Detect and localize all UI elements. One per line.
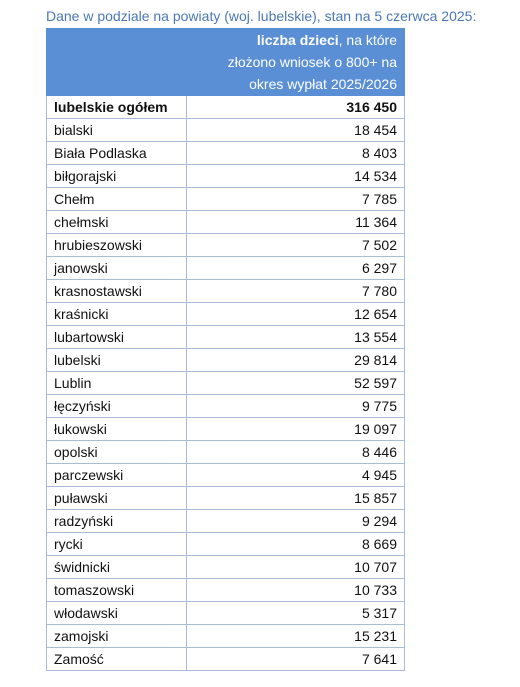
district-name-cell: krasnostawski (47, 280, 187, 303)
district-name-cell: janowski (47, 257, 187, 280)
total-name-cell: lubelskie ogółem (47, 96, 187, 119)
district-value-cell: 7 641 (187, 648, 405, 671)
district-value-cell: 52 597 (187, 372, 405, 395)
district-name-cell: chełmski (47, 211, 187, 234)
table-row (47, 533, 405, 556)
district-value-cell: 8 446 (187, 441, 405, 464)
table-row (47, 464, 405, 487)
district-name-cell: Chełm (47, 188, 187, 211)
table-row (47, 510, 405, 533)
district-name-cell: bialski (47, 119, 187, 142)
table-row (47, 625, 405, 648)
district-name-cell: świdnicki (47, 556, 187, 579)
district-value-cell: 14 534 (187, 165, 405, 188)
table-row (47, 188, 405, 211)
table-row (47, 579, 405, 602)
district-name-cell: hrubieszowski (47, 234, 187, 257)
table-row (47, 395, 405, 418)
district-name-cell: lubartowski (47, 326, 187, 349)
header-line-1 (191, 29, 397, 51)
district-name-cell: Lublin (47, 372, 187, 395)
table-row (47, 257, 405, 280)
header-empty-cell (47, 29, 187, 96)
district-value-cell: 13 554 (187, 326, 405, 349)
table-row (47, 280, 405, 303)
district-value-cell: 11 364 (187, 211, 405, 234)
header-text-1: , na które (338, 32, 397, 48)
table-row (47, 142, 405, 165)
district-name-cell: zamojski (47, 625, 187, 648)
district-name-cell: łęczyński (47, 395, 187, 418)
table-row (47, 119, 405, 142)
district-name-cell: biłgorajski (47, 165, 187, 188)
district-name-cell: radzyński (47, 510, 187, 533)
total-row (47, 96, 405, 119)
district-value-cell: 5 317 (187, 602, 405, 625)
district-value-cell: 7 785 (187, 188, 405, 211)
table-row (47, 349, 405, 372)
district-value-cell: 12 654 (187, 303, 405, 326)
children-count-table (46, 28, 405, 671)
table-row (47, 602, 405, 625)
district-value-cell: 19 097 (187, 418, 405, 441)
district-name-cell: rycki (47, 533, 187, 556)
district-value-cell: 6 297 (187, 257, 405, 280)
district-value-cell: 29 814 (187, 349, 405, 372)
district-name-cell: łukowski (47, 418, 187, 441)
table-row (47, 303, 405, 326)
district-name-cell: kraśnicki (47, 303, 187, 326)
header-line-2: złożono wniosek o 800+ na (227, 54, 397, 70)
district-name-cell: tomaszowski (47, 579, 187, 602)
district-value-cell: 15 857 (187, 487, 405, 510)
district-value-cell: 10 733 (187, 579, 405, 602)
district-value-cell: 9 294 (187, 510, 405, 533)
district-name-cell: Biała Podlaska (47, 142, 187, 165)
district-value-cell: 18 454 (187, 119, 405, 142)
district-value-cell: 15 231 (187, 625, 405, 648)
table-row (47, 418, 405, 441)
header-line-3: okres wypłat 2025/2026 (249, 76, 397, 92)
district-value-cell: 7 780 (187, 280, 405, 303)
district-value-cell: 9 775 (187, 395, 405, 418)
table-row (47, 487, 405, 510)
table-row (47, 211, 405, 234)
district-value-cell: 8 669 (187, 533, 405, 556)
table-row (47, 441, 405, 464)
table-header-row (47, 29, 405, 96)
table-row (47, 234, 405, 257)
header-children-count (187, 29, 405, 96)
district-name-cell: opolski (47, 441, 187, 464)
district-name-cell: Zamość (47, 648, 187, 671)
district-value-cell: 10 707 (187, 556, 405, 579)
total-value-cell: 316 450 (187, 96, 405, 119)
table-caption: Dane w podziale na powiaty (woj. lubelskie), stan na 5 czerwca 2025: (46, 8, 477, 24)
table-row (47, 556, 405, 579)
district-name-cell: parczewski (47, 464, 187, 487)
table-row (47, 648, 405, 671)
header-bold-text: liczba dzieci (256, 32, 339, 48)
table-row (47, 326, 405, 349)
district-value-cell: 7 502 (187, 234, 405, 257)
district-value-cell: 4 945 (187, 464, 405, 487)
district-name-cell: włodawski (47, 602, 187, 625)
district-name-cell: puławski (47, 487, 187, 510)
table-row (47, 165, 405, 188)
district-value-cell: 8 403 (187, 142, 405, 165)
district-name-cell: lubelski (47, 349, 187, 372)
table-row (47, 372, 405, 395)
